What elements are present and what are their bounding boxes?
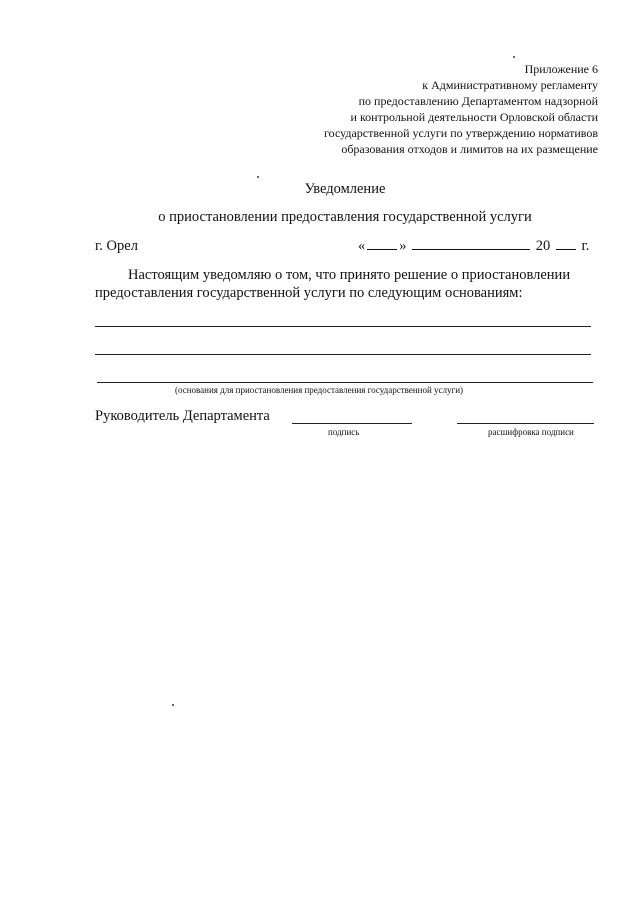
grounds-line-1 (95, 326, 591, 327)
appendix-line-4: и контрольной деятельности Орловской области (350, 110, 598, 124)
notice-subtitle: о приостановлении предоставления государственной услуги (158, 209, 532, 225)
appendix-line-2: к Административному регламенту (422, 78, 598, 92)
body-line-2: предоставления государственной услуги по следующим основаниям: (95, 285, 523, 301)
appendix-line-1: Приложение 6 (524, 62, 598, 76)
date-open-quote: « (358, 238, 366, 254)
grounds-caption: (основания для приостановления предоставления государственной услуги) (175, 385, 464, 395)
decoding-caption: расшифровка подписи (488, 427, 574, 437)
grounds-line-3 (97, 382, 593, 383)
signature-line (292, 423, 412, 424)
notice-title: Уведомление (304, 181, 386, 197)
appendix-line-5: государственной услуги по утверждению нормативов (324, 126, 598, 140)
notice-body (95, 266, 600, 302)
signature-caption: подпись (328, 427, 360, 437)
city-label: г. Орел (95, 238, 138, 254)
year-suffix: г. (581, 238, 590, 254)
month-blank (412, 248, 530, 250)
body-line-1: Настоящим уведомляю о том, что принято решение о приостановлении (128, 267, 571, 283)
date-field (358, 238, 589, 255)
grounds-line-2 (95, 354, 591, 355)
scan-speck (513, 56, 515, 58)
appendix-line-6: образования отходов и лимитов на их размещение (341, 142, 598, 156)
appendix-header (324, 61, 598, 157)
scan-speck (172, 704, 174, 706)
scan-speck (257, 176, 259, 178)
appendix-line-3: по предоставлению Департаментом надзорной (358, 94, 598, 108)
signer-title: Руководитель Департамента (95, 408, 270, 424)
day-blank (367, 248, 397, 250)
year-blank (556, 248, 576, 250)
date-close-quote: » (399, 238, 407, 254)
decoding-line (457, 423, 594, 424)
year-prefix: 20 (535, 238, 551, 254)
